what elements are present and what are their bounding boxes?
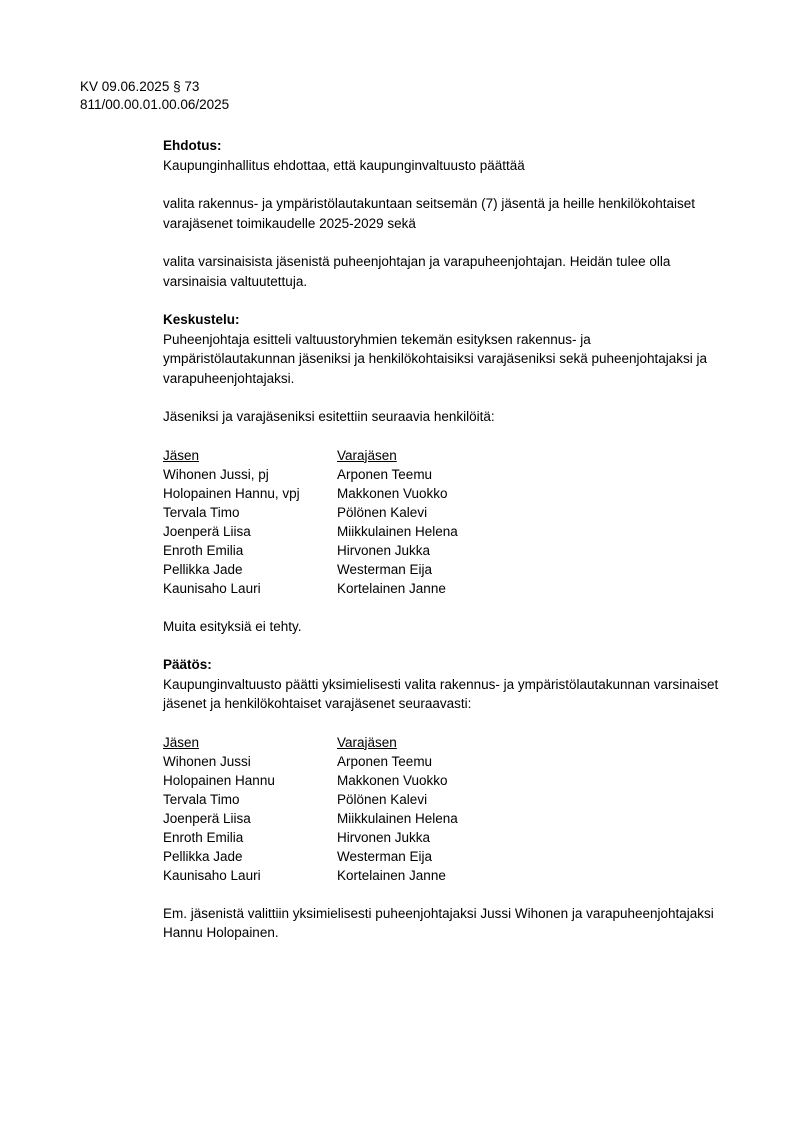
spacer: [163, 885, 723, 904]
cell-varajasen: Arponen Teemu: [337, 466, 433, 482]
keskustelu-members-table: [163, 446, 458, 598]
cell-varajasen: Westerman Eija: [337, 561, 433, 577]
cell-jasen: Pellikka Jade: [163, 848, 243, 864]
ehdotus-paragraph-1: Kaupunginhallitus ehdottaa, että kaupunginvaltuusto päättää: [163, 157, 525, 173]
table-row: [163, 866, 458, 885]
cell-varajasen: Kortelainen Janne: [337, 867, 446, 883]
keskustelu-paragraph-1: Puheenjohtaja esitteli valtuustoryhmien tekemän esityksen rakennus- ja ympäristölautakunnan jäseniksi ja henkilökohtaisiksi varajäseniksi sekä puheenjohtajaksi ja varapuheenjohtajaksi.: [163, 331, 708, 386]
keskustelu-paragraph-2: Jäseniksi ja varajäseniksi esitettiin seuraavia henkilöitä:: [163, 409, 495, 424]
ehdotus-paragraph-2: valita rakennus- ja ympäristölautakuntaan seitsemän (7) jäsentä ja heille henkilökohtaiset varajäsenet toimikaudelle 2025-2029 sekä: [163, 196, 696, 231]
table-row: [163, 790, 458, 809]
column-header-varajasen: Varajäsen: [337, 447, 397, 463]
cell-varajasen: Pölönen Kalevi: [337, 791, 428, 807]
table-row: [163, 484, 458, 503]
paatos-paragraph-2: Em. jäsenistä valittiin yksimielisesti puheenjohtajaksi Jussi Wihonen ja varapuheenjohtajaksi Hannu Holopainen.: [163, 905, 714, 940]
table-body: [163, 465, 458, 598]
cell-varajasen: Makkonen Vuokko: [337, 772, 448, 788]
column-header-varajasen: Varajäsen: [337, 734, 397, 750]
spacer: [163, 388, 723, 407]
table-row: [163, 503, 458, 522]
cell-jasen: Pellikka Jade: [163, 561, 243, 577]
spacer: [163, 636, 723, 655]
cell-varajasen: Arponen Teemu: [337, 753, 433, 769]
cell-varajasen: Kortelainen Janne: [337, 580, 446, 596]
table-row: [163, 560, 458, 579]
spacer: [163, 291, 723, 310]
table-header-row: [163, 446, 458, 465]
spacer: [163, 427, 723, 446]
cell-jasen: Tervala Timo: [163, 791, 240, 807]
cell-varajasen: Miikkulainen Helena: [337, 523, 458, 539]
document-body: [163, 136, 723, 943]
header-case-number: 811/00.00.01.00.06/2025: [80, 97, 230, 112]
cell-varajasen: Hirvonen Jukka: [337, 542, 431, 558]
cell-jasen: Enroth Emilia: [163, 829, 244, 845]
spacer: [163, 598, 723, 617]
cell-jasen: Kaunisaho Lauri: [163, 580, 261, 596]
ehdotus-paragraph-3: valita varsinaisista jäsenistä puheenjohtajan ja varapuheenjohtajan. Heidän tulee olla varsinaisia valtuutettuja.: [163, 254, 671, 289]
cell-varajasen: Westerman Eija: [337, 848, 433, 864]
table-body: [163, 752, 458, 885]
table-header: [163, 733, 458, 752]
spacer: [163, 714, 723, 733]
table-row: [163, 579, 458, 598]
table-header-row: [163, 733, 458, 752]
cell-jasen: Joenperä Liisa: [163, 523, 251, 539]
spacer: [163, 233, 723, 252]
document-header: [80, 78, 229, 114]
paatos-paragraph-1: Kaupunginvaltuusto päätti yksimielisesti valita rakennus- ja ympäristölautakunnan varsinaiset jäsenet ja henkilökohtaiset varajäsenet seuraavasti:: [163, 676, 719, 711]
table-row: [163, 465, 458, 484]
cell-jasen: Wihonen Jussi, pj: [163, 466, 269, 482]
cell-jasen: Joenperä Liisa: [163, 810, 251, 826]
table-row: [163, 752, 458, 771]
cell-varajasen: Makkonen Vuokko: [337, 485, 448, 501]
table-header: [163, 446, 458, 465]
section-heading-keskustelu: Keskustelu:: [163, 312, 240, 327]
cell-varajasen: Hirvonen Jukka: [337, 829, 431, 845]
cell-jasen: Wihonen Jussi: [163, 753, 251, 769]
cell-jasen: Enroth Emilia: [163, 542, 244, 558]
cell-varajasen: Miikkulainen Helena: [337, 810, 458, 826]
header-meeting-reference: KV 09.06.2025 § 73: [80, 79, 200, 94]
table-row: [163, 522, 458, 541]
column-header-jasen: Jäsen: [163, 447, 200, 463]
table-row: [163, 847, 458, 866]
cell-jasen: Holopainen Hannu, vpj: [163, 485, 300, 501]
table-row: [163, 828, 458, 847]
table-row: [163, 541, 458, 560]
cell-jasen: Kaunisaho Lauri: [163, 867, 261, 883]
column-header-jasen: Jäsen: [163, 734, 200, 750]
keskustelu-paragraph-3: Muita esityksiä ei tehty.: [163, 618, 302, 634]
table-row: [163, 809, 458, 828]
spacer: [163, 175, 723, 194]
cell-jasen: Holopainen Hannu: [163, 772, 275, 788]
cell-varajasen: Pölönen Kalevi: [337, 504, 428, 520]
section-heading-paatos: Päätös:: [163, 657, 212, 672]
paatos-members-table: [163, 733, 458, 885]
table-row: [163, 771, 458, 790]
cell-jasen: Tervala Timo: [163, 504, 240, 520]
section-heading-ehdotus: Ehdotus:: [163, 138, 222, 153]
